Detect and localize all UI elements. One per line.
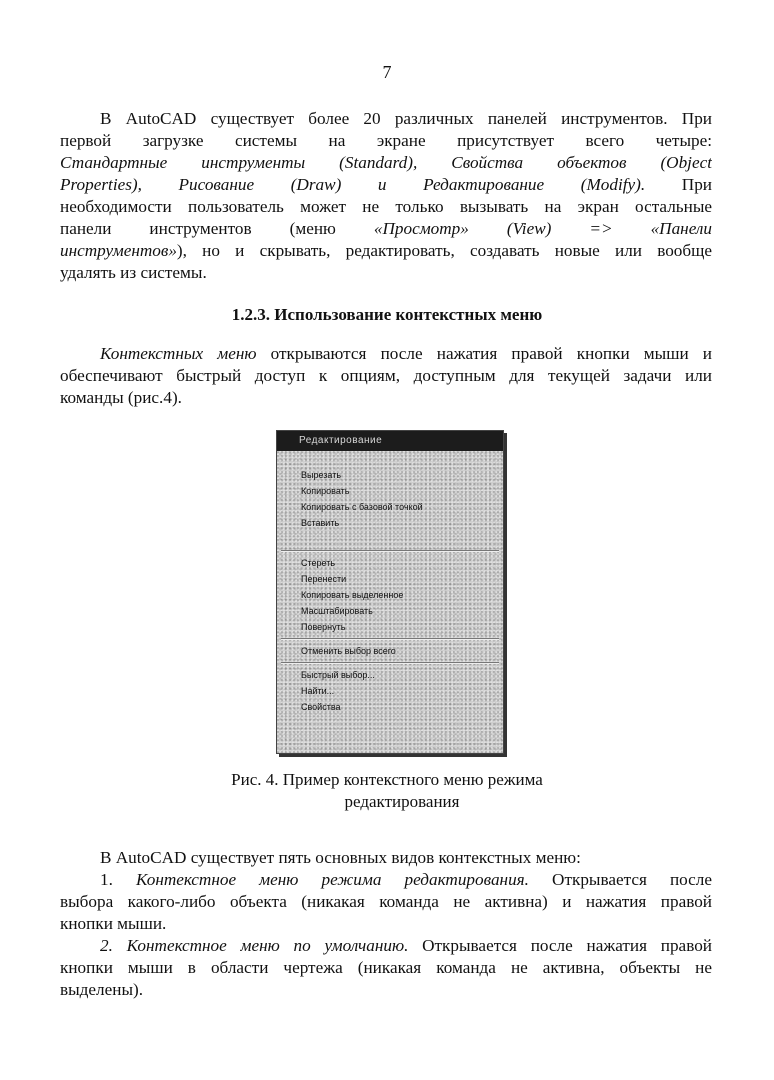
menu-item-label: Отменить выбор всего (301, 646, 396, 656)
text-fragment: ), но и скрывать, редактировать, создавать новые или вообще (176, 241, 712, 260)
menu-item-label: Копировать с базовой точкой (301, 502, 423, 512)
menu-group-modify (277, 555, 503, 635)
page-number: 7 (382, 62, 392, 82)
context-menu-item[interactable] (277, 483, 503, 499)
menu-item-label: Найти... (301, 686, 335, 696)
paragraph-menu-types (60, 847, 712, 1001)
caption-line: Рис. 4. Пример контекстного меню режима (231, 770, 543, 789)
context-menu-item[interactable] (277, 467, 503, 483)
menu-separator (281, 550, 499, 552)
text-line: кнопки мыши. (60, 914, 167, 933)
text-line: необходимости пользователь может не только вызывать на экран остальные (60, 197, 712, 216)
italic-text: Контекстное меню режима редактирования. (135, 870, 529, 889)
context-menu-figure (276, 430, 504, 754)
text-fragment: открываются после нажатия правой кнопки мыши и (256, 344, 712, 363)
menu-spacer (277, 451, 503, 467)
text-line: В AutoCAD существует пять основных видов контекстных меню: (100, 848, 581, 867)
menu-item-label: Копировать выделенное (301, 590, 404, 600)
menu-item-label: Вырезать (301, 470, 342, 480)
text-line: кнопки мыши в области чертежа (никакая команда не активна, объекты не (60, 958, 712, 977)
text-line (60, 935, 712, 957)
paragraph-panels (60, 108, 712, 284)
menu-item-label: Масштабировать (301, 606, 373, 616)
menu-item-label: Повернуть (301, 622, 346, 632)
menu-separator (281, 638, 499, 640)
italic-text: «Просмотр» (View) => «Панели (373, 219, 712, 238)
context-menu-item[interactable] (277, 619, 503, 635)
text-line (60, 343, 712, 365)
menu-group-clipboard (277, 467, 503, 531)
menu-separator (281, 662, 499, 664)
italic-text: 2. Контекстное меню по умолчанию. (100, 936, 409, 955)
text-line: выделены). (60, 980, 144, 999)
italic-text: инструментов» (60, 241, 177, 260)
text-line (60, 218, 712, 240)
text-fragment: Открывается после (528, 870, 712, 889)
context-menu-item[interactable] (277, 667, 503, 683)
text-line: Стандартные инструменты (Standard), Свойства объектов (Object (60, 153, 712, 172)
text-line (60, 869, 712, 891)
italic-text: Контекстных меню (100, 344, 257, 363)
context-menu-item[interactable] (277, 571, 503, 587)
text-line: первой загрузке системы на экране присутствует всего четыре: (60, 131, 712, 150)
text-line: В AutoCAD существует более 20 различных панелей инструментов. При (100, 109, 712, 128)
context-menu-item[interactable] (277, 699, 503, 715)
menu-item-label: Перенести (301, 574, 347, 584)
text-line: обеспечивают быстрый доступ к опциям, доступным для текущей задачи или (60, 366, 712, 385)
menu-spacer (277, 531, 503, 547)
text-fragment: панели инструментов (меню (60, 219, 374, 238)
menu-item-label: Быстрый выбор... (301, 670, 375, 680)
italic-text: Properties), Рисование (Draw) и Редактирование (Modify). (60, 175, 646, 194)
context-menu-item[interactable] (277, 683, 503, 699)
menu-group-selection (277, 643, 503, 659)
caption-line: редактирования (344, 792, 460, 811)
text-fragment: При (645, 175, 712, 194)
menu-item-label: Свойства (301, 702, 341, 712)
context-menu-item[interactable] (277, 499, 503, 515)
text-line: удалять из системы. (60, 263, 207, 282)
section-heading: 1.2.3. Использование контекстных меню (231, 305, 543, 324)
text-line: выбора какого-либо объекта (никакая команда не активна) и нажатия правой (60, 892, 712, 911)
context-menu-item[interactable] (277, 603, 503, 619)
paragraph-context-menus (60, 343, 712, 409)
menu-group-tools (277, 667, 503, 715)
menu-item-label: Копировать (301, 486, 350, 496)
figure-caption (0, 769, 774, 813)
text-fragment: Открывается после нажатия правой (408, 936, 712, 955)
text-line (60, 240, 712, 262)
context-menu-item[interactable] (277, 587, 503, 603)
menu-item-label: Вставить (301, 518, 340, 528)
text-line: команды (рис.4). (60, 388, 182, 407)
context-menu-item[interactable] (277, 555, 503, 571)
text-line (60, 174, 712, 196)
context-menu-item[interactable] (277, 643, 503, 659)
context-menu-item[interactable] (277, 515, 503, 531)
menu-item-label: Стереть (301, 558, 336, 568)
context-menu-title: Редактирование (277, 431, 503, 451)
list-number: 1. (100, 870, 136, 889)
